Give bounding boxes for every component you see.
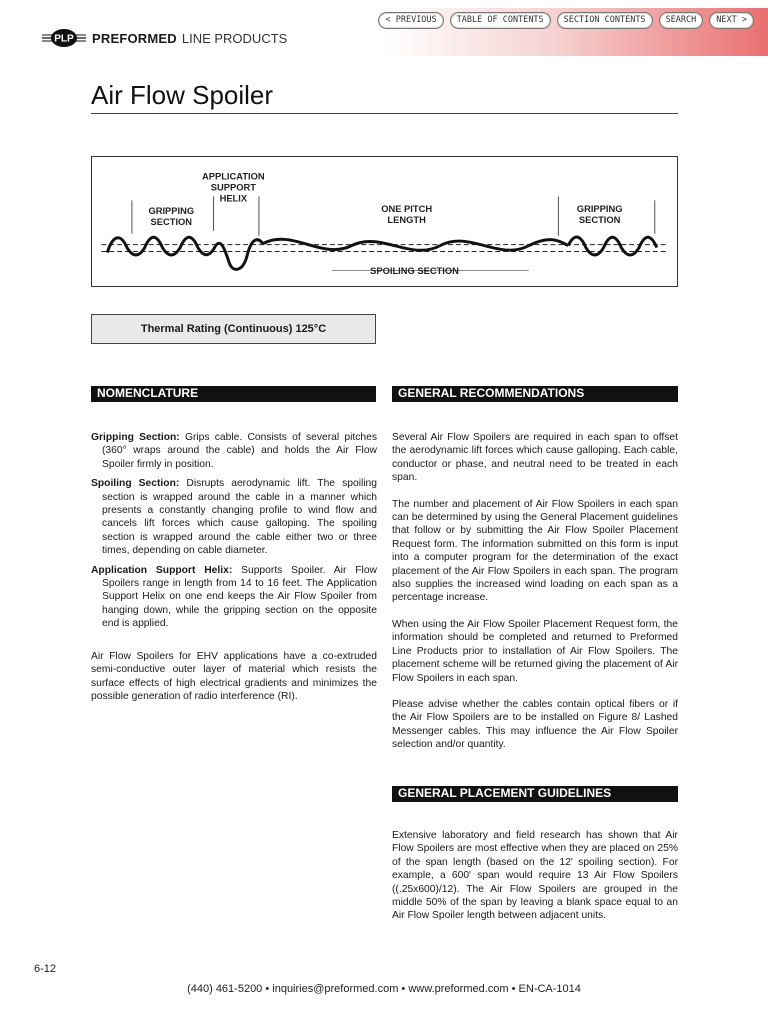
- brand-name-light: LINE PRODUCTS: [181, 30, 288, 46]
- label-gripping-right-1: GRIPPING: [576, 204, 623, 215]
- nomenclature-heading: NOMENCLATURE: [91, 386, 376, 402]
- plp-logo-icon: [42, 28, 86, 48]
- logo-text: PLP: [54, 33, 74, 45]
- label-support: SUPPORT: [210, 182, 256, 193]
- previous-button[interactable]: < PREVIOUS: [378, 12, 443, 29]
- definition-spoiling: Spoiling Section: Disrupts aerodynamic lift. The spoiling section is wrapped around the cable in a manner which presents a constantly changing profile to wind flow and cancels lift forces which cause galloping. The spoiling section is wrapped around the cable either two or three times, depending on cable diameter.: [91, 478, 378, 557]
- recommendations-column: [392, 431, 678, 765]
- table-of-contents-button[interactable]: TABLE OF CONTENTS: [450, 12, 551, 29]
- placement-heading: GENERAL PLACEMENT GUIDELINES: [392, 786, 678, 802]
- section-contents-button[interactable]: SECTION CONTENTS: [557, 12, 653, 29]
- recommendation-paragraph: Several Air Flow Spoilers are required in each span to offset the aerodynamic lift forces which cause galloping. Each cable, conductor or phase, and neutral need to be treated in each span.: [392, 432, 678, 484]
- recommendation-paragraph: The number and placement of Air Flow Spoilers in each span can be determined by using the General Placement guidelines that follow or by submitting the Air Flow Spoiler Placement Request form. The information submitted on this form is input into a computer program for the determination of the exact placement of the Air Flow Spoilers in each span. The program also supplies the increased wind loading on each span as a percentage increase.: [392, 498, 678, 604]
- spoiler-diagram-svg: [92, 157, 677, 286]
- definition-gripping: Gripping Section: Grips cable. Consists of several pitches (360° wraps around the cable) and holds the Air Flow Spoiler firmly in position.: [91, 432, 377, 470]
- ehv-note: Air Flow Spoilers for EHV applications have a co-extruded semi-conductive outer layer of material which resists the surface effects of high electrical gradients and minimizes the possible generation of radio interference (RI).: [91, 650, 377, 702]
- label-gripping-left-2: SECTION: [150, 216, 193, 227]
- recommendation-paragraph: When using the Air Flow Spoiler Placement Request form, the information should be completed and returned to Preformed Line Products prior to installation of Air Flow Spoilers. The placement scheme will be returned giving the placement of Air Flow Spoilers in each span.: [392, 618, 678, 684]
- gripping-helix-left: [107, 237, 215, 255]
- gripping-helix-right: [568, 237, 657, 255]
- brand-logo: [42, 28, 287, 48]
- definition-application-helix: Application Support Helix: Supports Spoiler. Air Flow Spoilers range in length from 14 to 16 feet. The Application Support Helix on one end keeps the Air Flow Spoiler from hanging down, while the gripping section on the opposite end is applied.: [91, 564, 377, 630]
- search-button[interactable]: SEARCH: [659, 12, 704, 29]
- placement-paragraph: Extensive laboratory and field research has shown that Air Flow Spoilers are most effective when they are placed on 25% of the span length (based on the 12' spoiling section). For example, a 600' span would require 13 Air Flow Spoilers ((.25x600)/12). The Air Flow Spoilers are grouped in the middle 50% of the span by leaving a blank space equal to an Air Flow Spoiler length between adjacent units.: [392, 830, 678, 922]
- label-one-pitch: ONE PITCH: [381, 204, 433, 215]
- brand-name-strong: PREFORMED: [92, 30, 177, 46]
- recommendations-heading: GENERAL RECOMMENDATIONS: [392, 386, 678, 402]
- title-divider: [91, 113, 678, 114]
- spoiler-diagram: [91, 156, 678, 287]
- label-spoiling-section: SPOILING SECTION: [370, 266, 459, 277]
- nomenclature-column: [91, 431, 377, 716]
- placement-column: [392, 829, 678, 936]
- next-button[interactable]: NEXT >: [709, 12, 754, 29]
- footer-contact: (440) 461-5200 • inquiries@preformed.com • www.preformed.com • EN-CA-1014: [187, 983, 581, 995]
- label-helix: HELIX: [219, 193, 248, 204]
- page-number: 6-12: [34, 963, 57, 975]
- label-gripping-left-1: GRIPPING: [148, 206, 195, 217]
- page-title: Air Flow Spoiler: [91, 80, 274, 110]
- recommendation-paragraph: Please advise whether the cables contain optical fibers or if the Air Flow Spoilers are to be installed on Figure 8/ Lashed Messenger cables. This may influence the Air Flow Spoiler selection and/or quantity.: [392, 698, 678, 751]
- thermal-rating-box: Thermal Rating (Continuous) 125°C: [91, 314, 376, 344]
- navigation-bar: [378, 12, 754, 29]
- label-gripping-right-2: SECTION: [578, 214, 621, 225]
- label-length: LENGTH: [387, 214, 426, 225]
- label-application: APPLICATION: [202, 171, 265, 182]
